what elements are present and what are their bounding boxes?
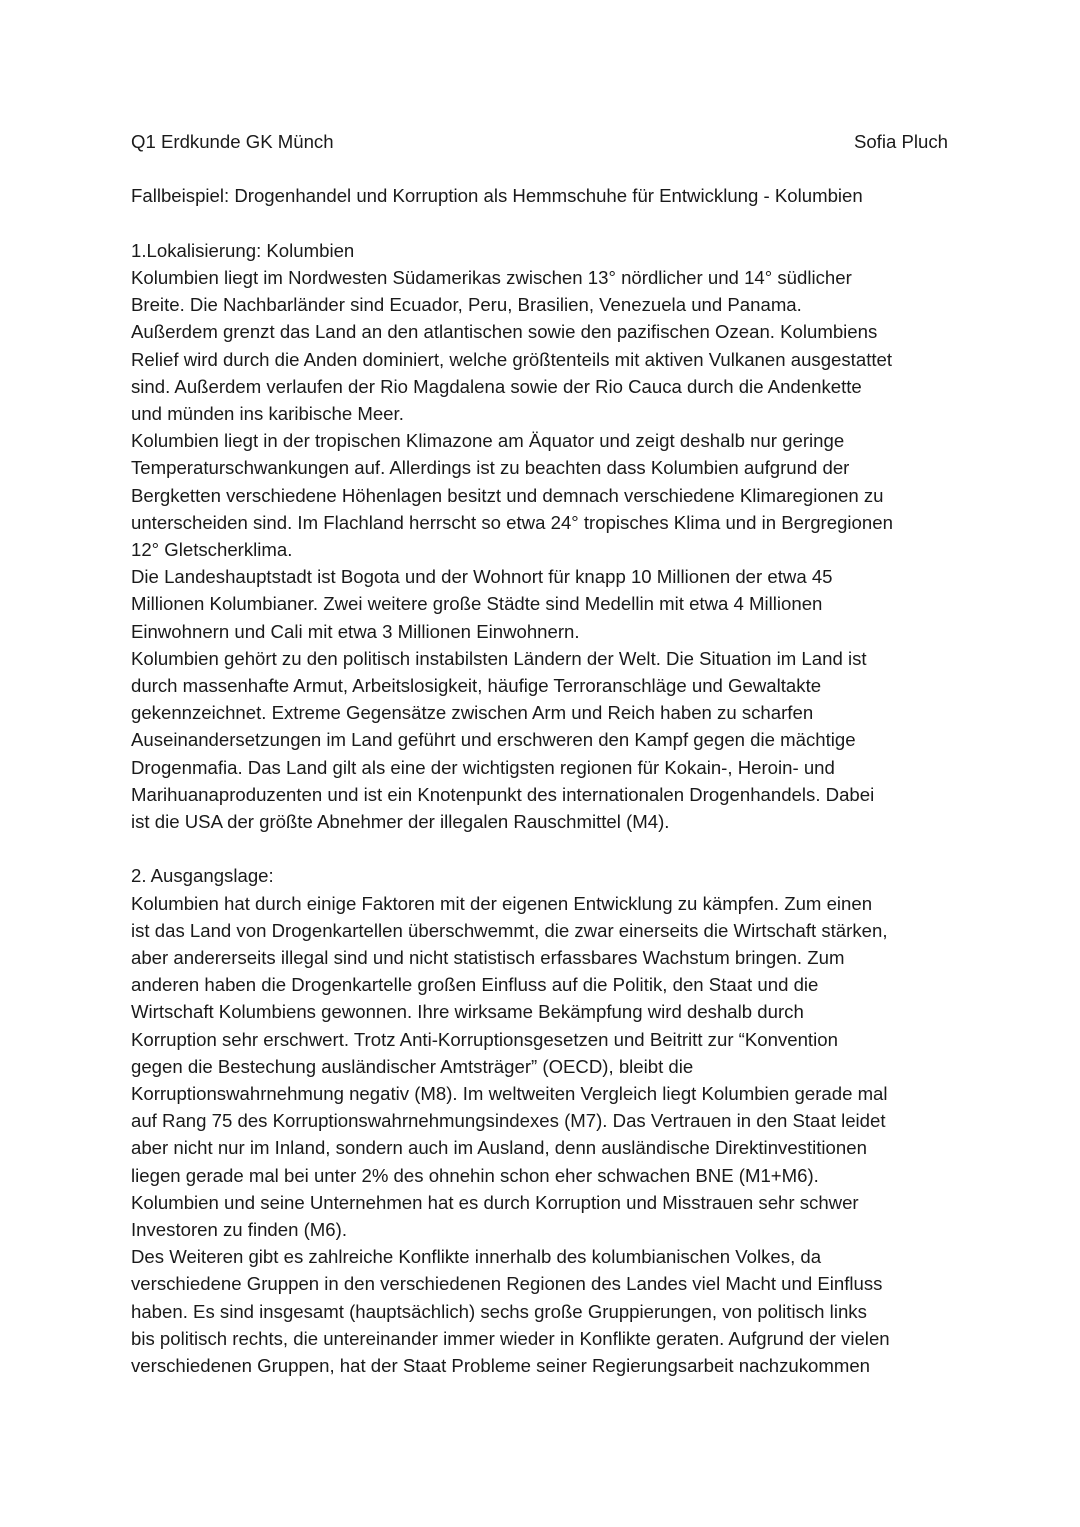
section-heading: 1.Lokalisierung: Kolumbien	[131, 239, 355, 261]
section-body	[131, 264, 948, 835]
section-2	[131, 862, 948, 1379]
spacer	[131, 835, 948, 862]
page-header	[131, 128, 948, 155]
text-line: Temperaturschwankungen auf. Allerdings ist zu beachten dass Kolumbien aufgrund der	[131, 457, 850, 479]
text-line: liegen gerade mal bei unter 2% des ohnehin schon eher schwachen BNE (M1+M6).	[131, 1164, 819, 1186]
text-line: ist die USA der größte Abnehmer der illegalen Rauschmittel (M4).	[131, 811, 670, 833]
text-line: aber andererseits illegal sind und nicht statistisch erfassbares Wachstum bringen. Zum	[131, 947, 845, 969]
text-line: Relief wird durch die Anden dominiert, welche größtenteils mit aktiven Vulkanen ausgestattet	[131, 348, 893, 370]
text-line: Kolumbien hat durch einige Faktoren mit der eigenen Entwicklung zu kämpfen. Zum einen	[131, 892, 873, 914]
spacer	[131, 210, 948, 237]
text-line: Kolumbien liegt im Nordwesten Südamerikas zwischen 13° nördlicher und 14° südlicher	[131, 266, 852, 288]
text-line: aber nicht nur im Inland, sondern auch im Ausland, denn ausländische Direktinvestitionen	[131, 1137, 867, 1159]
text-line: Kolumbien liegt in der tropischen Klimazone am Äquator und zeigt deshalb nur geringe	[131, 430, 845, 452]
text-line: Die Landeshauptstadt ist Bogota und der Wohnort für knapp 10 Millionen der etwa 45	[131, 566, 833, 588]
text-line: Drogenmafia. Das Land gilt als eine der wichtigsten regionen für Kokain-, Heroin- und	[131, 756, 835, 778]
text-line: bis politisch rechts, die untereinander immer wieder in Konflikte geraten. Aufgrund der vielen	[131, 1327, 890, 1349]
text-line: Investoren zu finden (M6).	[131, 1219, 347, 1241]
course-label: Q1 Erdkunde GK Münch	[131, 131, 334, 152]
text-line: haben. Es sind insgesamt (hauptsächlich) sechs große Gruppierungen, von politisch links	[131, 1300, 867, 1322]
text-line: Breite. Die Nachbarländer sind Ecuador, Peru, Brasilien, Venezuela und Panama.	[131, 294, 802, 316]
text-line: anderen haben die Drogenkartelle großen Einfluss auf die Politik, den Staat und die	[131, 974, 819, 996]
section-heading: 2. Ausgangslage:	[131, 865, 274, 887]
section-1	[131, 237, 948, 835]
section-body	[131, 890, 948, 1380]
text-line: 12° Gletscherklima.	[131, 539, 293, 561]
text-line: durch massenhafte Armut, Arbeitslosigkeit, häufige Terroranschläge und Gewaltakte	[131, 675, 822, 697]
text-line: Korruption sehr erschwert. Trotz Anti-Korruptionsgesetzen und Beitritt zur “Konvention	[131, 1028, 838, 1050]
document-title: Fallbeispiel: Drogenhandel und Korruption als Hemmschuhe für Entwicklung - Kolumbien	[131, 185, 863, 207]
text-line: verschiedenen Gruppen, hat der Staat Probleme seiner Regierungsarbeit nachzukommen	[131, 1355, 871, 1377]
text-line: Auseinandersetzungen im Land geführt und erschweren den Kampf gegen die mächtige	[131, 729, 856, 751]
text-line: sind. Außerdem verlaufen der Rio Magdalena sowie der Rio Cauca durch die Andenkette	[131, 375, 862, 397]
text-line: Korruptionswahrnehmung negativ (M8). Im weltweiten Vergleich liegt Kolumbien gerade mal	[131, 1083, 888, 1105]
text-line: Bergketten verschiedene Höhenlagen besitzt und demnach verschiedene Klimaregionen zu	[131, 484, 884, 506]
text-line: und münden ins karibische Meer.	[131, 403, 404, 424]
text-line: auf Rang 75 des Korruptionswahrnehmungsindexes (M7). Das Vertrauen in den Staat leidet	[131, 1110, 886, 1132]
text-line: gegen die Bestechung ausländischer Amtsträger” (OECD), bleibt die	[131, 1055, 694, 1077]
text-line: Kolumbien gehört zu den politisch instabilsten Ländern der Welt. Die Situation im Land ist	[131, 647, 867, 669]
text-line: ist das Land von Drogenkartellen überschwemmt, die zwar einerseits die Wirtschaft stärken,	[131, 919, 888, 941]
text-line: Des Weiteren gibt es zahlreiche Konflikte innerhalb des kolumbianischen Volkes, da	[131, 1246, 822, 1268]
text-line: unterscheiden sind. Im Flachland herrscht so etwa 24° tropisches Klima und in Bergregionen	[131, 511, 893, 533]
text-line: Einwohnern und Cali mit etwa 3 Millionen Einwohnern.	[131, 620, 580, 642]
text-line: gekennzeichnet. Extreme Gegensätze zwischen Arm und Reich haben zu scharfen	[131, 702, 814, 724]
text-line: Wirtschaft Kolumbiens gewonnen. Ihre wirksame Bekämpfung wird deshalb durch	[131, 1001, 804, 1023]
text-line: Marihuanaproduzenten und ist ein Knotenpunkt des internationalen Drogenhandels. Dabei	[131, 783, 875, 805]
text-line: Millionen Kolumbianer. Zwei weitere große Städte sind Medellin mit etwa 4 Millionen	[131, 593, 823, 615]
text-line: Kolumbien und seine Unternehmen hat es durch Korruption und Misstrauen sehr schwer	[131, 1191, 859, 1213]
text-line: Außerdem grenzt das Land an den atlantischen sowie den pazifischen Ozean. Kolumbiens	[131, 321, 878, 343]
text-line: verschiedene Gruppen in den verschiedenen Regionen des Landes viel Macht und Einfluss	[131, 1273, 883, 1295]
author-name: Sofia Pluch	[853, 131, 948, 152]
